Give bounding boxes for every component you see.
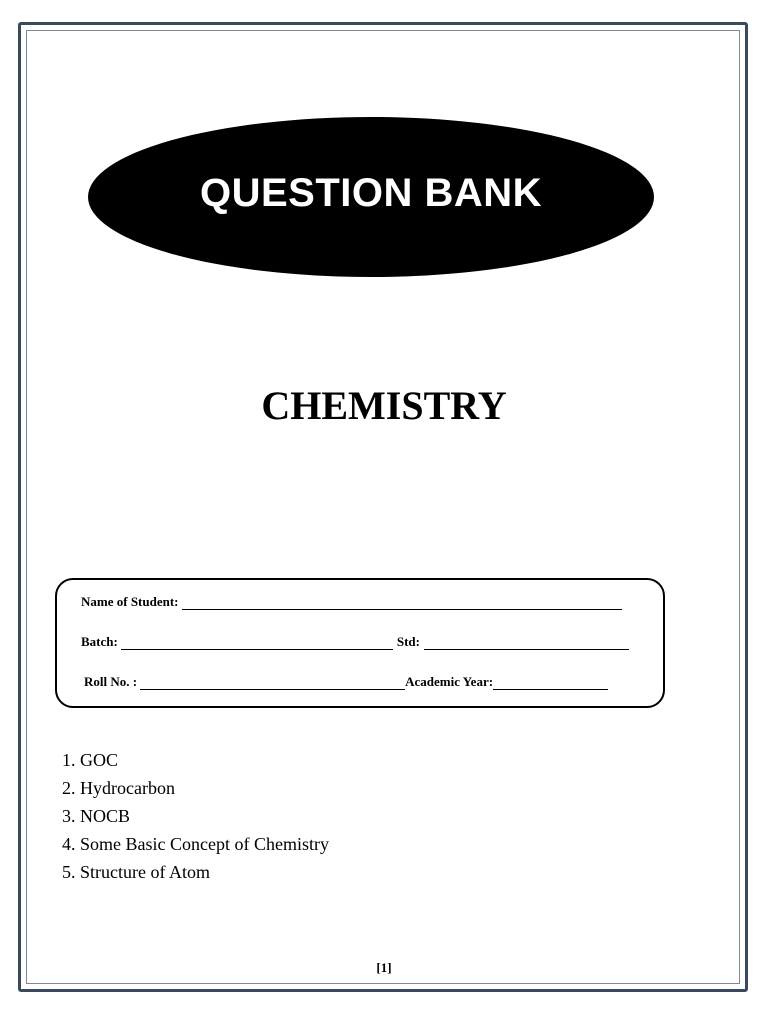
topic-list bbox=[62, 746, 329, 886]
batch-field-line[interactable] bbox=[121, 637, 393, 650]
list-item: 3. NOCB bbox=[62, 806, 131, 826]
name-field-line[interactable] bbox=[182, 597, 622, 610]
std-label: Std: bbox=[396, 634, 420, 649]
academic-year-label: Academic Year: bbox=[405, 674, 494, 689]
roll-field-line[interactable] bbox=[140, 677, 405, 690]
subject-title: CHEMISTRY bbox=[261, 383, 507, 428]
roll-label: Roll No. : bbox=[84, 674, 138, 689]
academic-year-field-line[interactable] bbox=[493, 677, 608, 690]
std-field-line[interactable] bbox=[424, 637, 629, 650]
list-item: 1. GOC bbox=[62, 750, 119, 770]
title-banner bbox=[88, 117, 654, 277]
batch-row bbox=[81, 634, 629, 650]
name-row bbox=[81, 594, 622, 610]
roll-row bbox=[84, 674, 608, 690]
student-info-box bbox=[55, 578, 665, 708]
banner-title: QUESTION BANK bbox=[199, 170, 543, 215]
name-label: Name of Student: bbox=[81, 594, 179, 609]
list-item: 4. Some Basic Concept of Chemistry bbox=[62, 834, 329, 854]
page-number: [1] bbox=[376, 960, 392, 975]
list-item: 5. Structure of Atom bbox=[62, 862, 210, 882]
list-item: 2. Hydrocarbon bbox=[62, 778, 175, 798]
batch-label: Batch: bbox=[81, 634, 118, 649]
